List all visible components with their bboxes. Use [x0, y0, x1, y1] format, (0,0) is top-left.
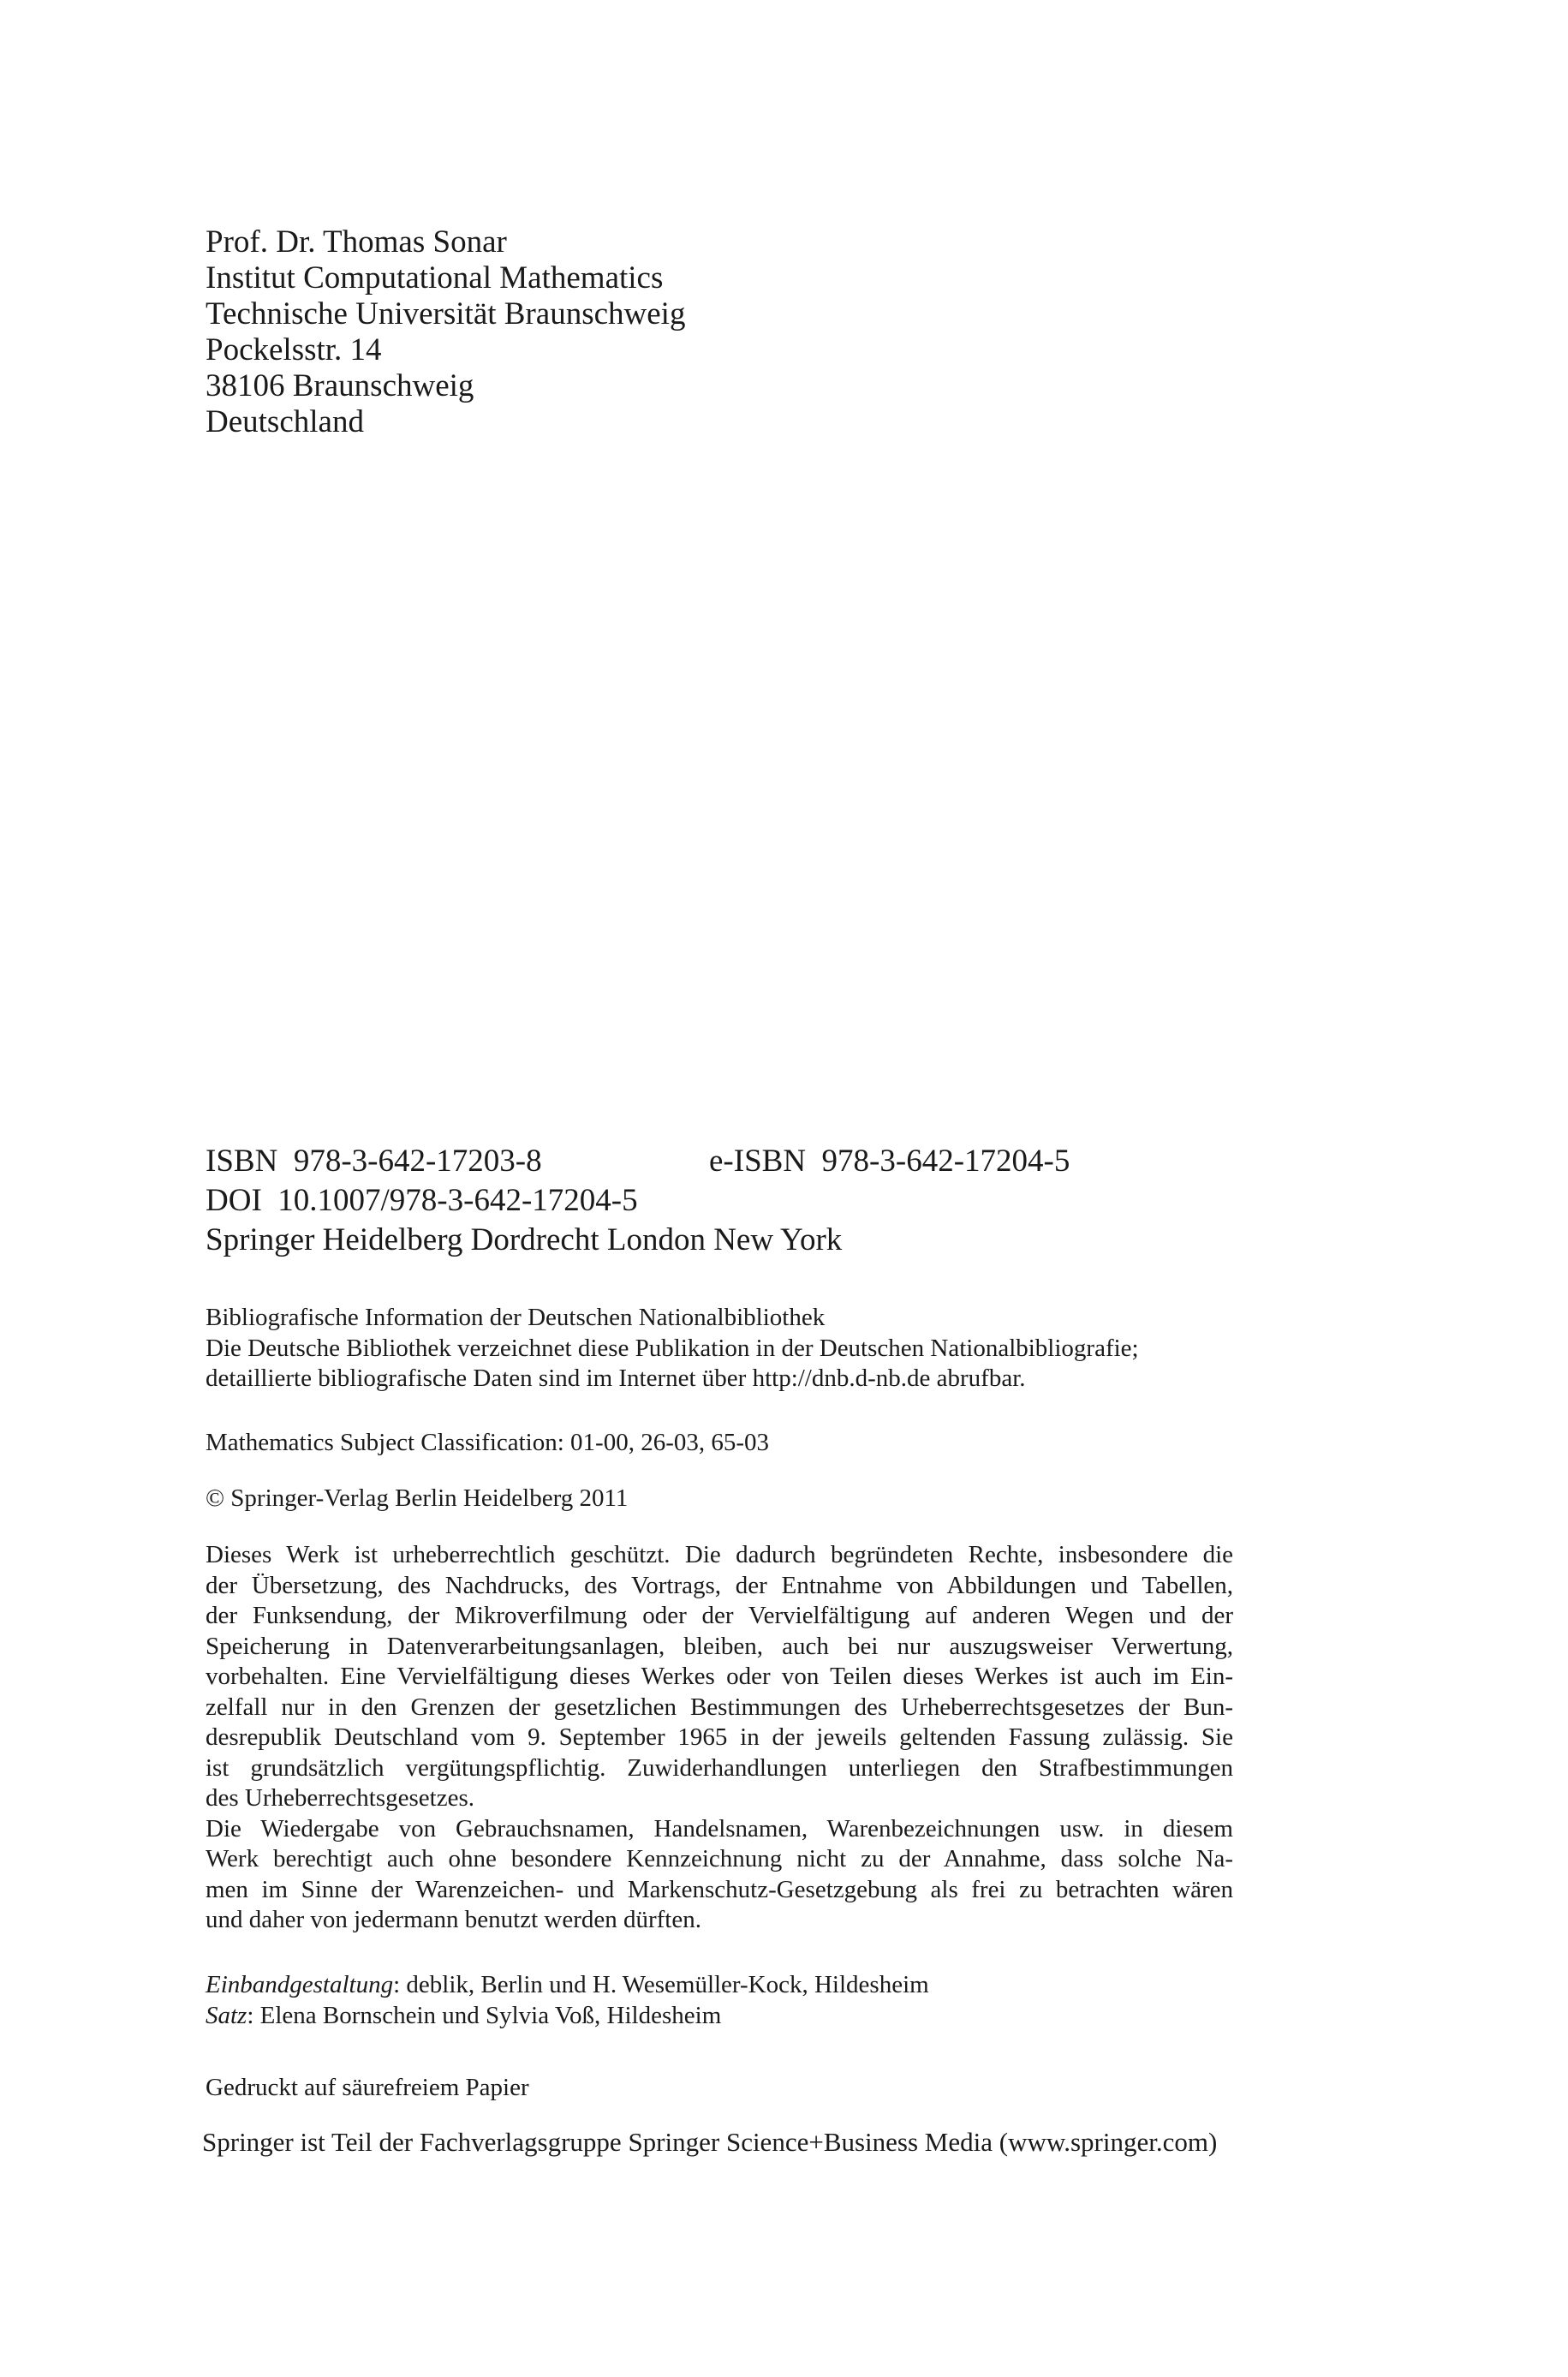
paper-note-line: Gedruckt auf säurefreiem Papier [206, 2074, 529, 2101]
eisbn-value: 978-3-642-17204-5 [821, 1144, 1070, 1179]
eisbn [709, 1142, 1070, 1181]
eisbn-label: e-ISBN [709, 1144, 807, 1179]
typesetting-label: Satz [206, 2001, 247, 2029]
rights-line: desrepublik Deutschland vom 9. September 1965 in der jeweils geltenden Fassung zulässig. Sie [206, 1723, 1233, 1751]
rights-line: des Urheberrechtsgesetzes. [206, 1784, 475, 1812]
bib-info-line: Bibliografische Information der Deutschen Nationalbibliothek [206, 1304, 826, 1331]
author-country: Deutschland [206, 404, 364, 439]
publisher-note [202, 2127, 1217, 2158]
rights-line: Speicherung in Datenverarbeitungsanlagen, bleiben, auch bei nur auszugsweiser Verwertung, [206, 1632, 1233, 1660]
typesetting-credit [206, 2001, 1233, 2032]
author-name: Prof. Dr. Thomas Sonar [206, 224, 507, 260]
rights-line: Dieses Werk ist urheberrechtlich geschützt. Die dadurch begründeten Rechte, insbesondere die [206, 1541, 1233, 1568]
isbn-label: ISBN [206, 1144, 278, 1179]
rights-line: vorbehalten. Eine Vervielfältigung dieses Werkes oder von Teilen dieses Werkes ist auch im Ein- [206, 1663, 1233, 1690]
rights-line: Die Wiedergabe von Gebrauchsnamen, Handelsnamen, Warenbezeichnungen usw. in diesem [206, 1814, 1233, 1842]
publisher-locations: Springer Heidelberg Dordrecht London New York [206, 1222, 843, 1257]
doi [206, 1181, 1353, 1221]
copyright-line: © Springer-Verlag Berlin Heidelberg 2011 [206, 1484, 629, 1512]
rights-line: und daher von jedermann benutzt werden dürften. [206, 1906, 701, 1933]
copyright [206, 1484, 1233, 1514]
author-address [206, 224, 685, 440]
bib-info-line: detaillierte bibliografische Daten sind im Internet über http://dnb.d-nb.de abrufbar. [206, 1365, 1026, 1392]
msc-classification [206, 1428, 1233, 1459]
credits [206, 1970, 1233, 2031]
publisher-note-line: Springer ist Teil der Fachverlagsgruppe Springer Science+Business Media (www.springer.com) [202, 2127, 1218, 2157]
cover-design-credit [206, 1970, 1233, 2001]
isbn [206, 1144, 542, 1179]
rights-line: Werk berechtigt auch ohne besondere Kennzeichnung nicht zu der Annahme, dass solche Na- [206, 1845, 1233, 1872]
cover-design-value: : deblik, Berlin und H. Wesemüller-Kock, Hildesheim [393, 1971, 929, 1998]
rights-line: der Funksendung, der Mikroverfilmung oder der Vervielfältigung auf anderen Wegen und der [206, 1602, 1233, 1629]
doi-label: DOI [206, 1183, 262, 1218]
rights-line: zelfall nur in den Grenzen der gesetzlichen Bestimmungen des Urheberrechtsgesetzes der Bun- [206, 1693, 1233, 1721]
bibliographic-info [206, 1303, 1233, 1395]
msc-line: Mathematics Subject Classification: 01-00, 26-03, 65-03 [206, 1429, 770, 1456]
author-city: 38106 Braunschweig [206, 368, 474, 403]
rights-notice [206, 1540, 1233, 1936]
rights-line: ist grundsätzlich vergütungspflichtig. Zuwiderhandlungen unterliegen den Strafbestimmungen [206, 1753, 1233, 1782]
author-street: Pockelsstr. 14 [206, 332, 382, 367]
typesetting-value: : Elena Bornschein und Sylvia Voß, Hildesheim [247, 2001, 722, 2029]
rights-line: men im Sinne der Warenzeichen- und Markenschutz-Gesetzgebung als frei zu betrachten wären [206, 1875, 1233, 1903]
identifiers-block [206, 1142, 1353, 1260]
author-institute: Institut Computational Mathematics [206, 260, 664, 296]
author-university: Technische Universität Braunschweig [206, 296, 686, 331]
isbn-value: 978-3-642-17203-8 [293, 1144, 542, 1179]
bib-info-line: Die Deutsche Bibliothek verzeichnet diese Publikation in der Deutschen Nationalbibliografie; [206, 1334, 1139, 1362]
doi-value: 10.1007/978-3-642-17204-5 [277, 1183, 638, 1218]
rights-line: der Übersetzung, des Nachdrucks, des Vortrags, der Entnahme von Abbildungen und Tabellen, [206, 1571, 1233, 1599]
isbn-row [206, 1142, 1353, 1181]
cover-design-label: Einbandgestaltung [206, 1971, 394, 1998]
paper-note [206, 2073, 1233, 2104]
